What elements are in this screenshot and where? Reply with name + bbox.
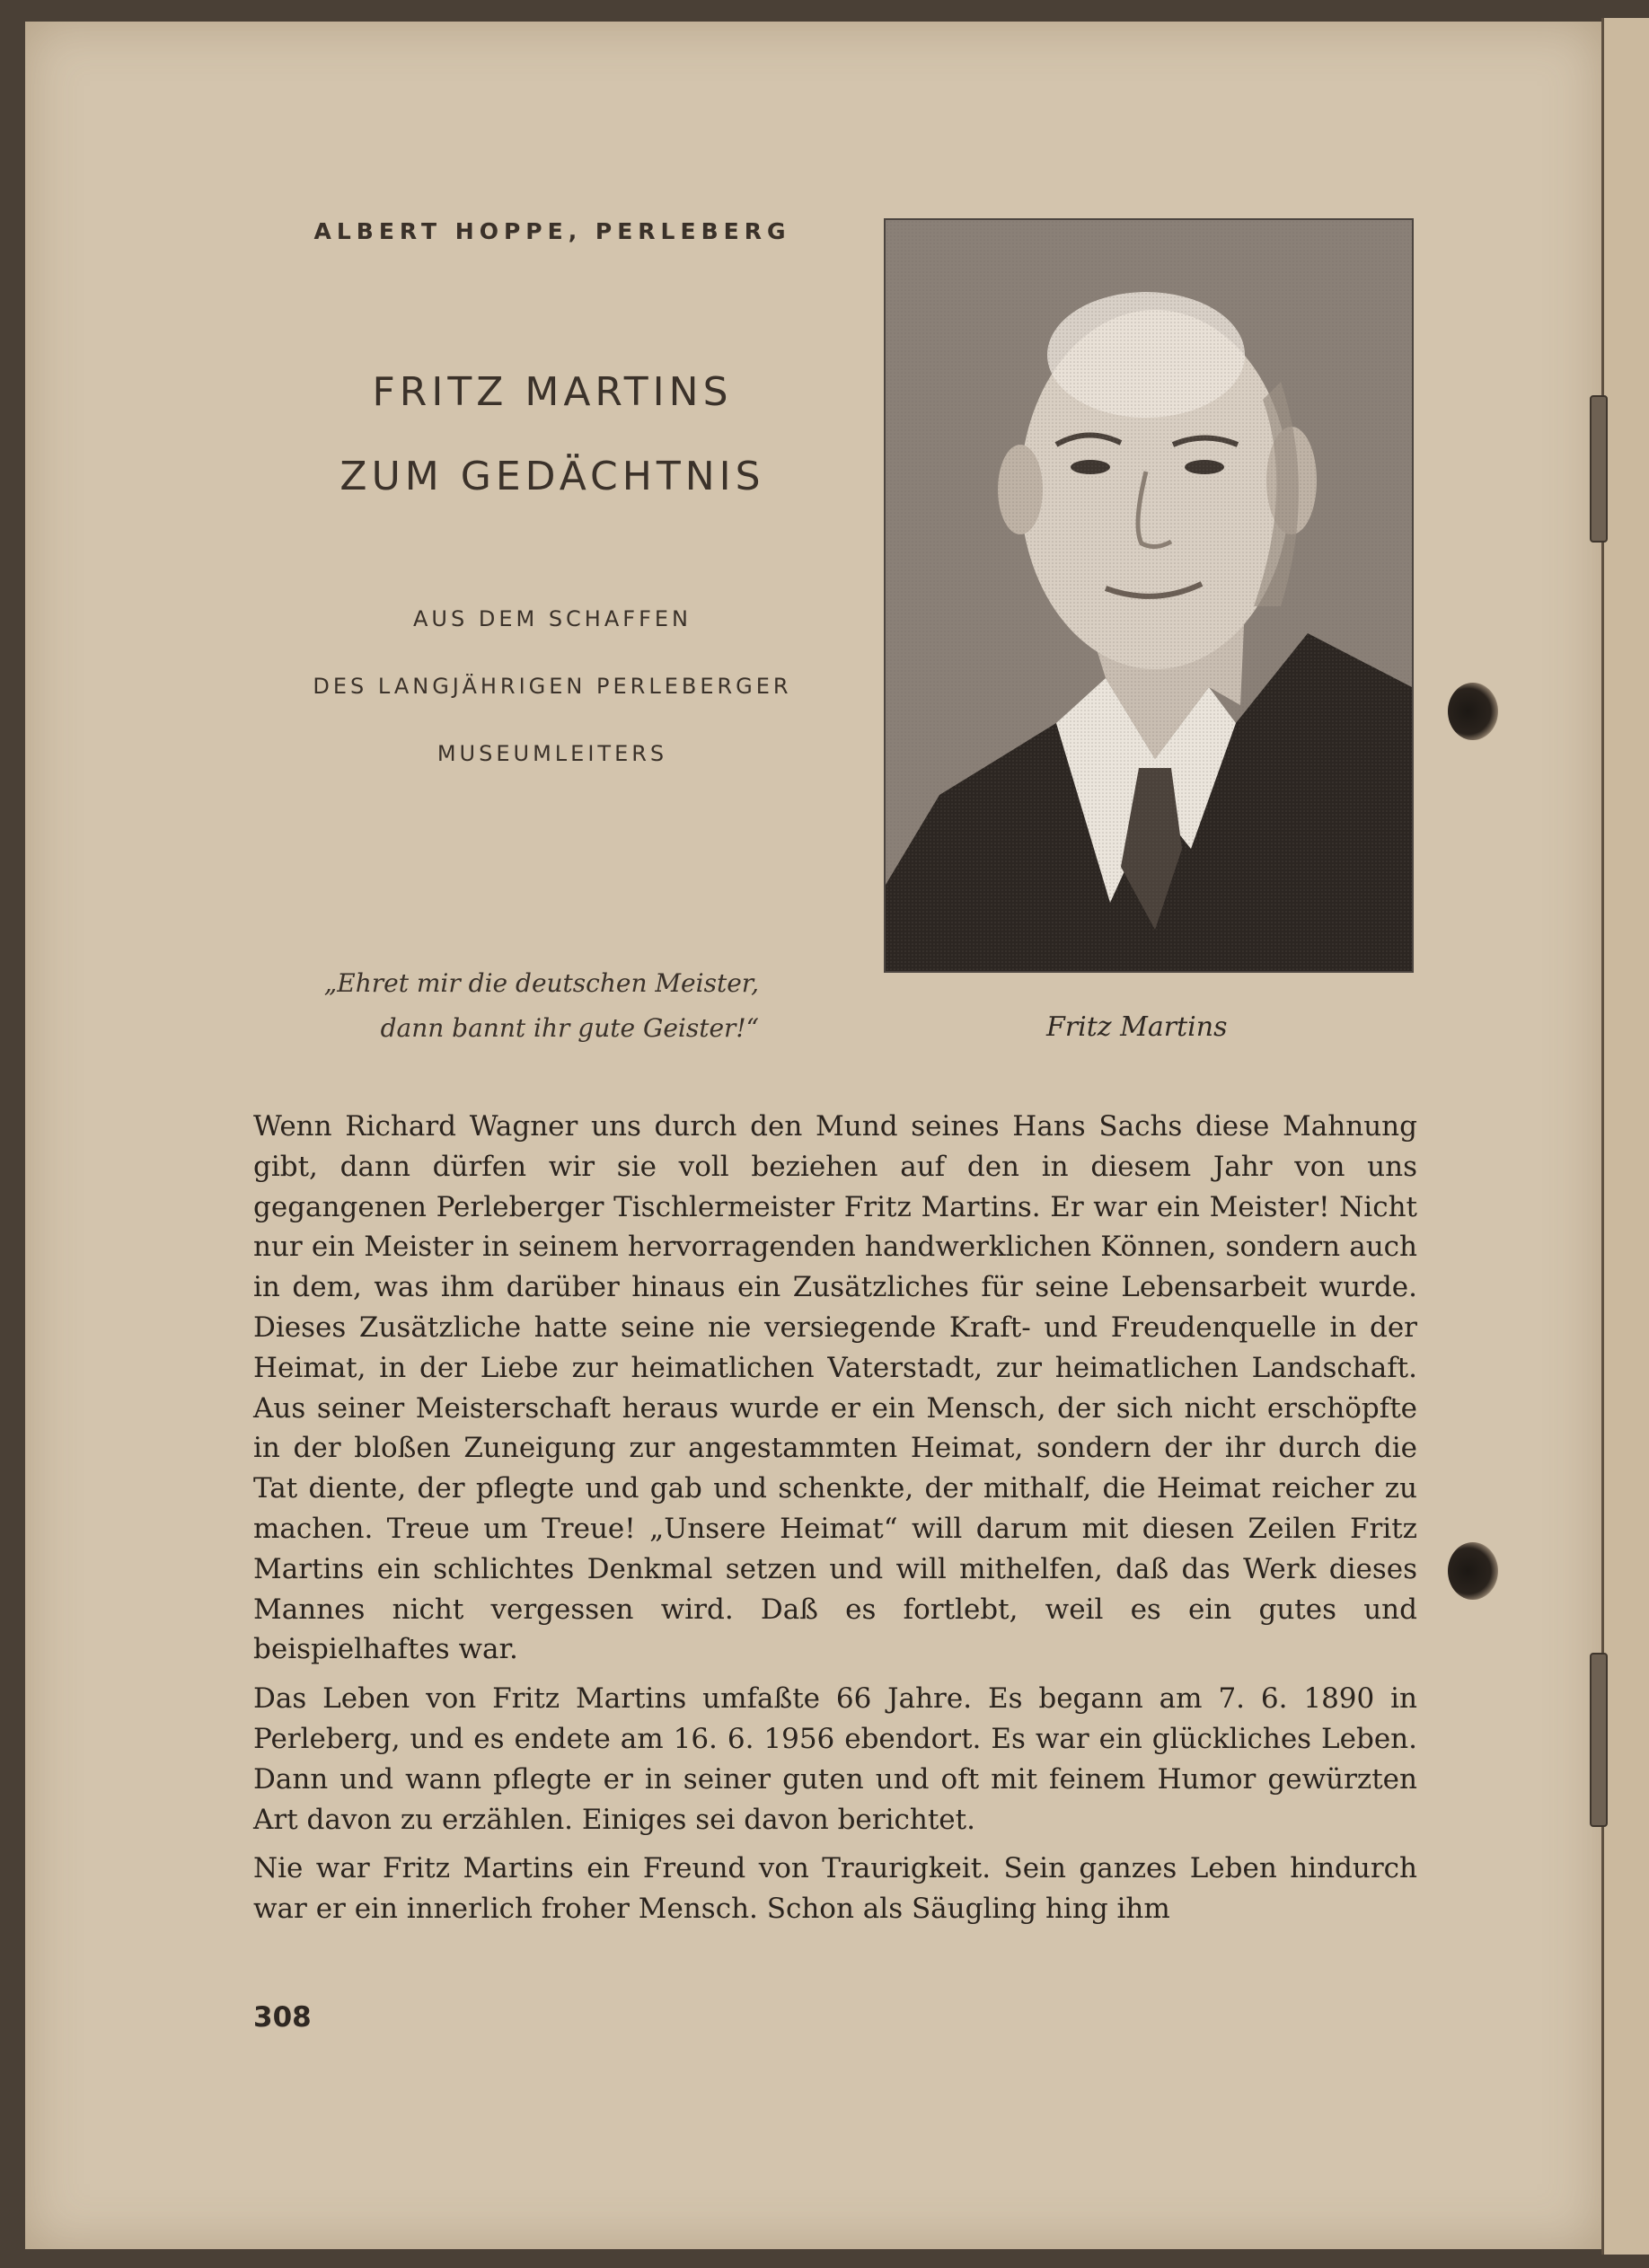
body-paragraph-2: Das Leben von Fritz Martins umfaßte 66 Jahre. Es begann am 7. 6. 1890 in Perleberg, und es endete am 16. 6. 1956 ebendort. Es war ein glückliches Leben. Dann und wann pflegte er in seiner guten und oft mit feinem Humor gewürzten Art davon zu erzählen. Einiges sei davon berichtet. xyxy=(253,1682,1417,1836)
body-paragraph-1: Wenn Richard Wagner uns durch den Mund seines Hans Sachs diese Mahnung gibt, dann dürfen wir sie voll beziehen auf den in diesem Jahr von uns gegangenen Perleberger Tischlermeister Fritz Martins. Er war ein Meister! Nicht nur ein Meister in seinem hervorragenden handwerklichen Können, sondern auch in dem, was ihm darüber hinaus ein Zusätzliches für seine Lebensarbeit wurde. Dieses Zusätzliche hatte seine nie versiegende Kraft- und Freudenquelle in der Heimat, in der Liebe zur heimatlichen Vaterstadt, zur heimatlichen Landschaft. Aus seiner Meisterschaft heraus wurde er ein Mensch, der sich nicht erschöpfte in der bloßen Zuneigung zur angestammten Heimat, sondern der ihr durch die Tat diente, der pflegte und gab und schenkte, der mithalf, die Heimat reicher zu machen. Treue um Treue! „Unsere Heimat“ will darum mit diesen Zeilen Fritz Martins ein schlichtes Denkmal setzen und will mithelfen, daß das Werk dieses Mannes nicht vergessen wird. Daß es fortlebt, weil es ein gutes und beispielhaftes war. xyxy=(253,1110,1417,1666)
article-title xyxy=(256,350,849,519)
subtitle-line-3: MUSEUMLEITERS xyxy=(436,741,668,766)
page-number: 308 xyxy=(253,2001,312,2034)
title-line-1: FRITZ MARTINS xyxy=(372,369,733,415)
author-line: ALBERT HOPPE, PERLEBERG xyxy=(313,218,791,244)
quote-line-1: „Ehret mir die deutschen Meister, xyxy=(323,968,759,998)
subtitle-line-2: DES LANGJÄHRIGEN PERLEBERGER xyxy=(313,674,792,699)
photo-caption: Fritz Martins xyxy=(1046,1011,1228,1043)
subtitle-line-1: AUS DEM SCHAFFEN xyxy=(412,606,692,631)
punch-hole-top xyxy=(1448,683,1498,740)
article-subtitle xyxy=(256,586,849,788)
adjacent-page-edge xyxy=(1601,18,1649,2255)
quote-line-2: dann bannt ihr gute Geister!“ xyxy=(380,1013,759,1043)
title-line-2: ZUM GEDÄCHTNIS xyxy=(340,454,765,499)
portrait-illustration xyxy=(886,220,1412,971)
body-paragraph-3: Nie war Fritz Martins ein Freund von Traurigkeit. Sein ganzes Leben hindurch war er ein innerlich froher Mensch. Schon als Säugling hing ihm xyxy=(253,1852,1417,1926)
staple-bottom xyxy=(1590,1653,1608,1827)
portrait-photo xyxy=(884,218,1414,973)
staple-top xyxy=(1590,395,1608,543)
epigraph-quote xyxy=(256,961,763,1051)
punch-hole-bottom xyxy=(1448,1542,1498,1600)
article-body xyxy=(253,1107,1417,1938)
